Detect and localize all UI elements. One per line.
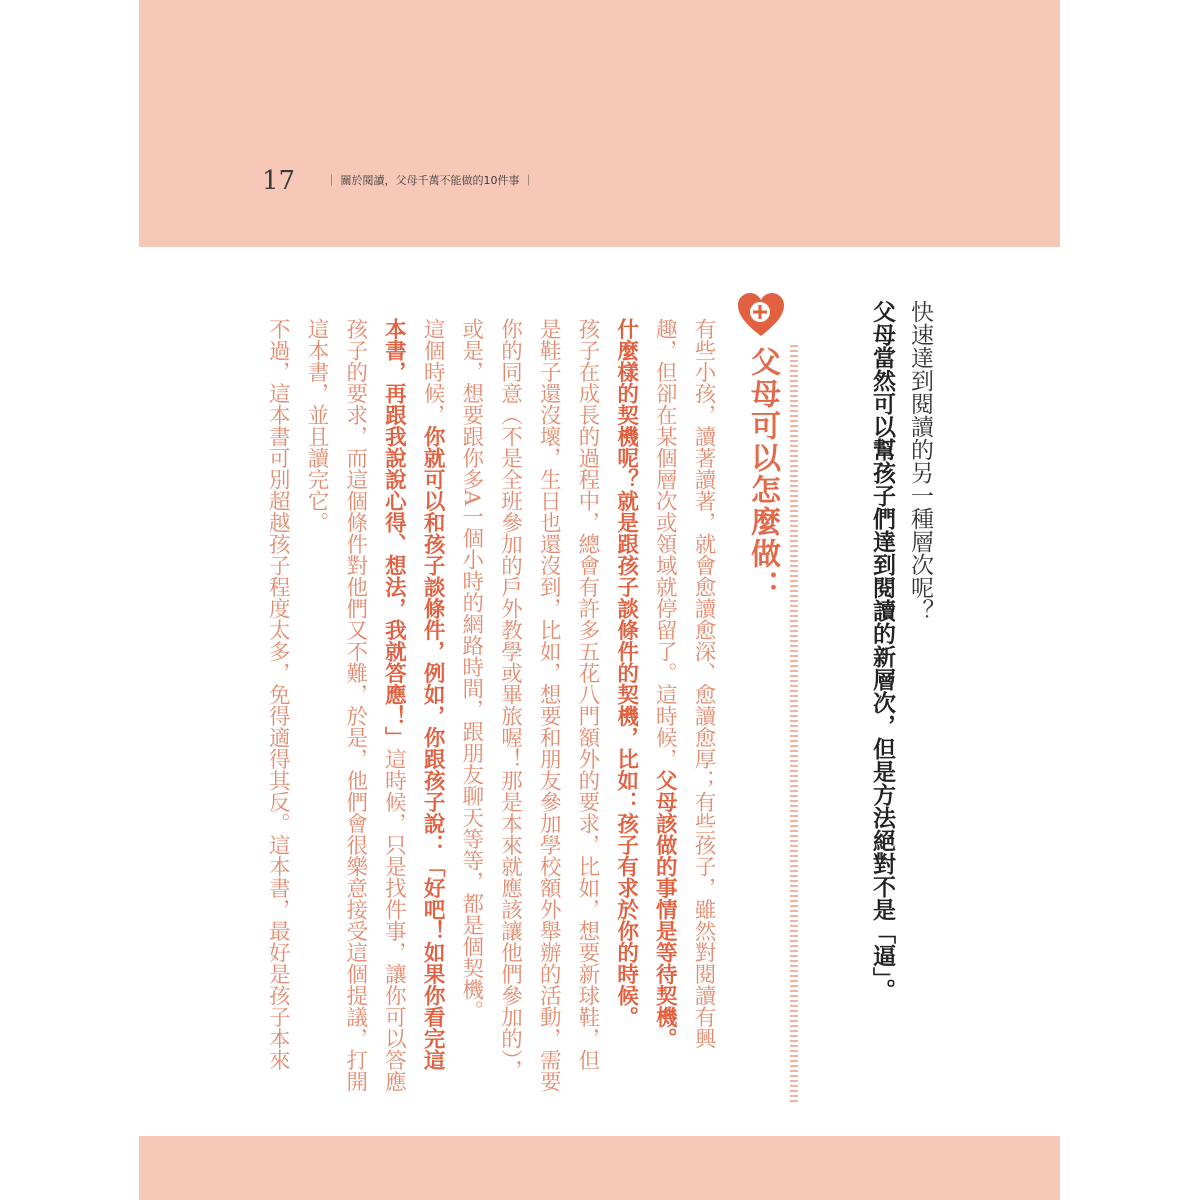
footer-band [139,1136,1060,1200]
body-column: 趣，但卻在某個層次或領域就停留了。這時候，父母該做的事情是等待契機。 [652,318,678,1049]
body-column: 孩子在成長的過程中，總會有許多五花八門額外的要求，比如，想要新球鞋，但 [574,318,600,1071]
running-title: ｜ 關於閱讀，父母千萬不能做的10件事 ｜ [326,174,534,187]
subtitle-answer: 父母當然可以幫孩子們達到閱讀的新層次，但是方法絕對不是「逼」。 [869,300,895,1002]
body-column: 這個時候，你就可以和孩子談條件，例如，你跟孩子說：「好吧！如果你看完這 [420,318,446,1071]
dotted-divider [790,345,798,1105]
section-heading: 父母可以怎麼做： [745,346,780,602]
subtitle-question: 快速達到閱讀的另一種層次呢？ [907,300,933,622]
body-column: 孩子的要求，而這個條件對他們又不難，於是，他們會很樂意接受這個提議，打開 [342,318,368,1092]
body-column: 本書，再跟我說說心得、想法，我就答應！」這時候，只是找件事，讓你可以答應 [381,318,407,1092]
body-column: 這本書，並且讀完它。 [304,318,329,533]
body-column: 不過，這本書可別超越孩子程度太多，免得適得其反。這本書，最好是孩子本來 [265,318,291,1071]
heart-plus-icon [736,292,786,338]
body-column: 有些小孩，讀著讀著，就會愈讀愈深、愈讀愈厚；有些孩子，雖然對閱讀有興 [691,318,716,1049]
page-number: 17 [262,166,296,196]
header-band [139,0,1060,247]
body-column: 是鞋子還沒壞，生日也還沒到，比如，想要和朋友參加學校額外舉辦的活動，需要 [536,318,562,1092]
body-column: 什麼樣的契機呢？就是跟孩子談條件的契機，比如：孩子有求於你的時候。 [613,318,639,1028]
body-column: 或是，想要跟你多A一個小時的網路時間，跟朋友聊天等等，都是個契機。 [458,318,484,1022]
body-column: 你的同意（不是全班參加的戶外教學或畢旅喔！那是本來就應該讓他們參加的）， [497,318,523,1082]
